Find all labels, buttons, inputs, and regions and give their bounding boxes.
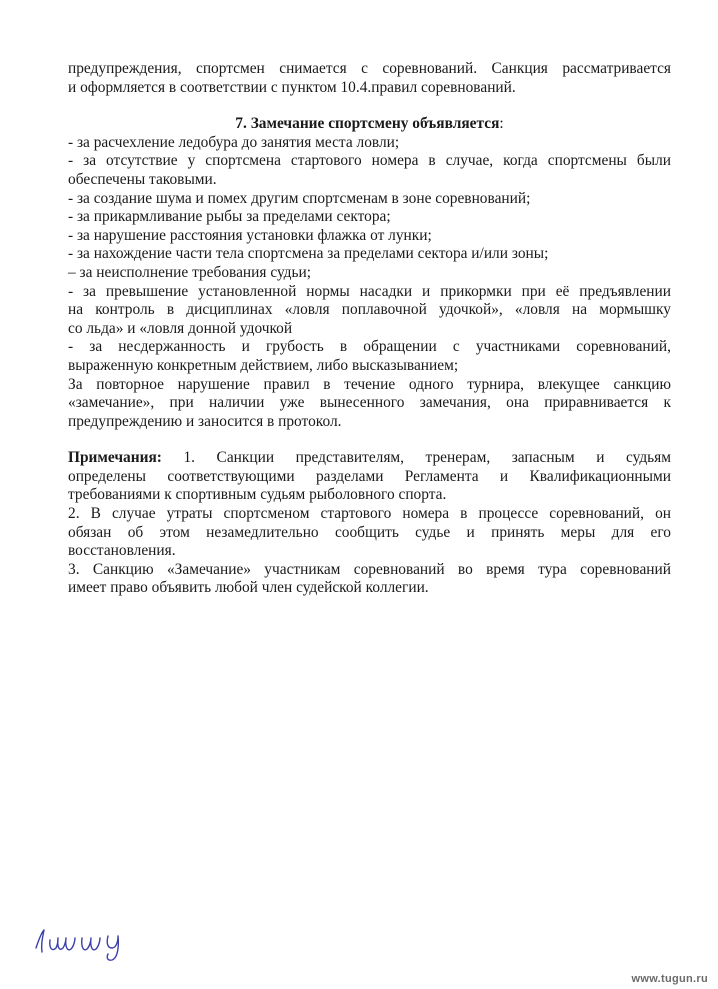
notes-line: 3. Санкцию «Замечание» участникам соревнований во время тура соревнований	[68, 560, 671, 578]
notes-line: имеет право объявить любой член судейской коллегии.	[68, 579, 429, 597]
list-item: - за нахождение части тела спортсмена за пределами сектора и/или зоны;	[68, 245, 549, 263]
list-item: - за отсутствие у спортсмена стартового номера в случае, когда спортсмены были	[68, 152, 671, 170]
list-item: «замечание», при наличии уже вынесенного замечания, она приравнивается к	[68, 394, 671, 412]
list-item: – за неисполнение требования судьи;	[68, 263, 312, 281]
list-item: - за несдержанность и грубость в обращении с участниками соревнований,	[68, 338, 671, 356]
notes-block	[68, 449, 671, 598]
list-item: - за нарушение расстояния установки флажка от лунки;	[68, 226, 432, 244]
list-item: - за создание шума и помех другим спортсменам в зоне соревнований;	[68, 189, 531, 207]
watermark: www.tugun.ru	[631, 973, 708, 985]
list-item: обеспечены таковыми.	[68, 170, 217, 188]
section-title	[68, 115, 671, 134]
notes-line: обязан об этом незамедлительно сообщить судье и принять меры для его	[68, 523, 671, 541]
list-item: со льда» и «ловля донной удочкой	[68, 319, 293, 337]
list-item: - за прикармливание рыбы за пределами сектора;	[68, 208, 391, 226]
list-item: - за превышение установленной нормы насадки и прикормки при её предъявлении	[68, 282, 671, 300]
violations-list	[68, 134, 671, 432]
section-title-colon: :	[499, 115, 504, 133]
list-item: - за расчехление ледобура до занятия места ловли;	[68, 133, 400, 151]
notes-line	[68, 449, 671, 468]
notes-line: определены соответствующими разделами Регламента и Квалификационными	[68, 467, 671, 485]
notes-line: 2. В случае утраты спортсменом стартового номера в процессе соревнований, он	[68, 505, 671, 523]
notes-line: требованиями к спортивным судьям рыболовного спорта.	[68, 486, 447, 504]
notes-label: Примечания:	[68, 449, 162, 467]
list-item: на контроль в дисциплинах «ловля поплавочной удочкой», «ловля на мормышку	[68, 301, 671, 319]
intro-line: предупреждения, спортсмен снимается с соревнований. Санкция рассматривается	[68, 60, 671, 77]
list-item: предупреждению и заносится в протокол.	[68, 412, 342, 430]
intro-line: и оформляется в соответствии с пунктом 10.4.правил соревнований.	[68, 78, 516, 96]
handwritten-signature	[32, 918, 142, 962]
notes-line: восстановления.	[68, 542, 176, 560]
paragraph-gap	[68, 431, 671, 449]
document-page	[68, 60, 671, 598]
section-title-text: 7. Замечание спортсмену объявляется	[235, 115, 500, 133]
notes-text: 1. Санкции представителям, тренерам, запасным и судьям	[161, 449, 671, 467]
list-item: За повторное нарушение правил в течение одного турнира, влекущее санкцию	[68, 375, 671, 393]
list-item: выраженную конкретным действием, либо высказыванием;	[68, 356, 459, 374]
